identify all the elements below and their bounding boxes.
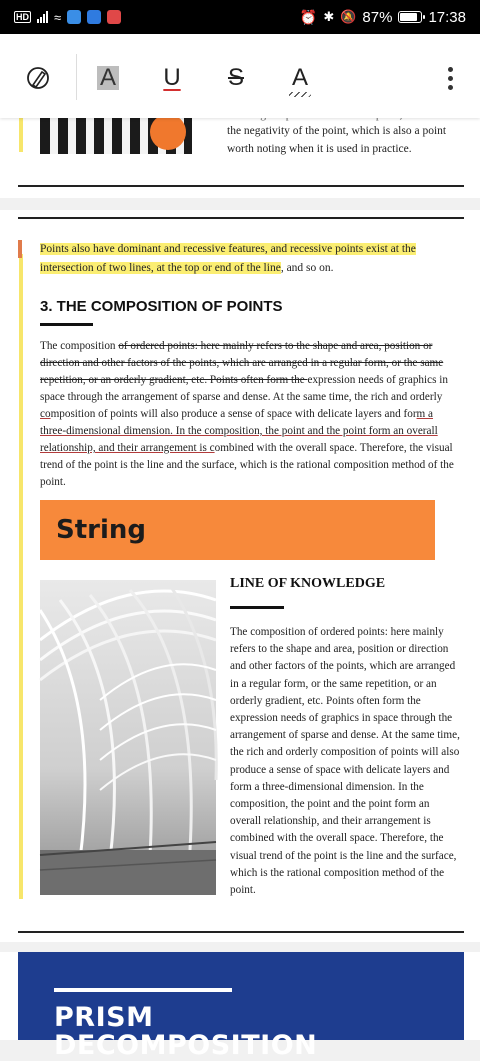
toolbar-divider xyxy=(76,54,77,100)
prism-cover-block xyxy=(18,952,464,1061)
highlight-tool-label: A xyxy=(97,66,119,90)
battery-icon xyxy=(398,11,422,23)
underlined-text[interactable]: m a three-dimensional dimension. In the composition, the point and the point form an overall relationship, and their arrangement is c xyxy=(40,408,438,454)
struck-text[interactable]: of ordered points: here mainly refers to the shape and area, position or direction and other factors of the points, which are arranged in a regular form, or the same repetition, or an orderly gradient, etc. Points often form the xyxy=(40,340,444,386)
squiggly-tool-label: A xyxy=(291,64,308,91)
document-page-2 xyxy=(0,210,480,942)
page1-line[interactable]: worth noting when it is used in practice. xyxy=(227,143,412,155)
highlighted-text[interactable]: Points also have dominant and recessive features, and recessive points exist at the intersection of two lines, at the top or end of the line xyxy=(40,243,416,274)
pen-circle-icon xyxy=(25,65,51,91)
annotation-marker[interactable] xyxy=(18,240,22,258)
heading-rule xyxy=(40,323,93,326)
cover-title-line1: PRISM xyxy=(54,1002,154,1033)
strikethrough-button[interactable] xyxy=(216,58,256,98)
side-heading: LINE OF KNOWLEDGE xyxy=(230,576,386,591)
page-rule xyxy=(18,185,464,187)
highlight-text-button[interactable] xyxy=(88,58,128,98)
more-options-button[interactable] xyxy=(430,58,470,98)
margin-annotation-bar xyxy=(19,254,23,899)
battery-percent: 87% xyxy=(362,8,393,26)
plain-text: , and so on. xyxy=(280,262,334,274)
clock: 17:38 xyxy=(428,8,466,26)
banner-title: String xyxy=(56,515,147,545)
composition-paragraph[interactable] xyxy=(40,338,454,491)
arches-illustration xyxy=(40,580,216,895)
underlined-text[interactable]: co xyxy=(40,408,51,420)
signal-icon xyxy=(37,11,48,23)
hd-badge: HD xyxy=(16,12,29,22)
cover-title-line2: DECOMPOSITION xyxy=(54,1030,318,1061)
page-rule xyxy=(18,931,464,933)
plain-text: mposition of points will also produce a sense of space with delicate layers and for xyxy=(50,408,417,420)
side-paragraph[interactable]: The composition of ordered points: here mainly refers to the shape and area, position or direction and other factors of the points, which are arranged in a regular form, or the same repetition, or an orderly gradient, etc. Points often form the expression needs of graphics in space through the arrangement of sparse and dense. At the same time, the rich and orderly composition of points will also produce a sense of space with delicate layers and form a three-dimensional dimension. In the composition, the point and the point form an overall relationship, and their arrangement is combined with the overall space. Therefore, the visual trend of the point is the line and the surface, which is the rational composition method of the point. xyxy=(230,626,460,897)
wifi-icon: ≈ xyxy=(54,9,62,25)
alarm-icon: ⏰ xyxy=(299,8,318,25)
notification-app-icon xyxy=(107,10,121,24)
weather-app-icon xyxy=(87,10,101,24)
page1-text-block xyxy=(227,118,459,158)
status-left xyxy=(14,10,121,25)
mute-icon: 🔕 xyxy=(340,9,357,24)
bluetooth-icon: ✱ xyxy=(323,9,335,24)
cloud-app-icon xyxy=(67,10,81,24)
status-bar xyxy=(0,0,480,34)
plain-text: ombined with the overall space. Therefore, the visual trend of the point is the line and the surface, which is the rational composition method of the point. xyxy=(40,442,454,488)
document-page-3 xyxy=(0,952,480,1061)
cover-rule xyxy=(54,988,232,992)
underline-tool-label: U xyxy=(163,64,181,91)
document-page-1 xyxy=(0,118,480,198)
more-vertical-icon xyxy=(448,67,453,90)
plain-text: The composition xyxy=(40,340,119,352)
strike-tool-label: S xyxy=(227,64,244,91)
intro-paragraph[interactable] xyxy=(40,240,450,278)
page1-line[interactable]: the negativity of the point, which is also a point xyxy=(227,125,447,137)
underline-button[interactable] xyxy=(152,58,192,98)
annotation-toolbar xyxy=(0,34,480,118)
architecture-photo xyxy=(40,580,216,895)
orange-circle-graphic xyxy=(150,114,186,150)
margin-annotation-bar xyxy=(19,118,23,152)
string-banner xyxy=(40,500,435,560)
squiggly-underline-button[interactable] xyxy=(280,58,320,98)
status-right xyxy=(300,9,466,26)
page-rule xyxy=(18,217,464,219)
plain-text: expression needs of graphics in space through the arrangement of sparse and dense. At the same time, the rich and orderly xyxy=(40,374,448,403)
side-heading-rule xyxy=(230,606,284,609)
section-heading: 3. THE COMPOSITION OF POINTS xyxy=(40,298,283,315)
annotate-tool-button[interactable] xyxy=(18,58,58,98)
